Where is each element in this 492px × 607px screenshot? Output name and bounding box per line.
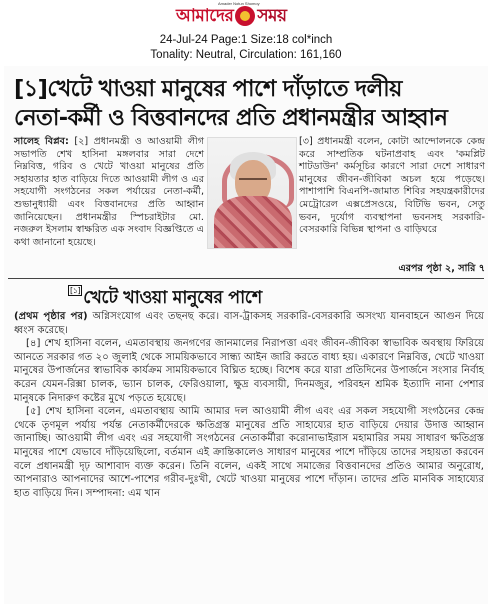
clip-meta-date-page: 24-Jul-24 Page:1 Size:18 col*inch — [159, 34, 333, 46]
section-divider — [8, 278, 484, 279]
article-left-column — [14, 136, 204, 249]
continued-on-page: এরপর পৃষ্ঠা ২, সারি ৭ — [398, 263, 485, 274]
logo-word-left: আমাদের — [176, 6, 234, 26]
continuation-para-3: [৫] শেখ হাসিনা বলেন, এমতাবস্থায় আমি আমার দল আওয়ামী লীগ এবং এর সকল সহযোগী সংগঠনের কেন্দ্র থেকে তৃণমূল পর্যায় পর্যন্ত নেতাকর্মীদেরকে ক্ষতিগ্রস্ত মানুষের প্রতি সাহায্যের হাত বাড়িয়ে দেয়ার উদাত্ত আহ্বান জানাচ্ছি। আওয়ামী লীগ এবং এর সহযোগী সংগঠনের নেতাকর্মীরা করোনাভাইরাস মহামারির সময় সাধারণ ক্ষতিগ্রস্ত মানুষের পাশে যেভাবে দাঁড়িয়েছিলো, বর্তমান এই ক্রান্তিকালেও সাধারণ মানুষের পাশে দাঁড়িয়ে তাদের সহায়তা করবেন বলে প্রধানমন্ত্রী দৃঢ় আশাবাদ ব্যক্ত করেন। তিনি বলেন, একই সাথে সমাজের বিত্তবানদের প্রতিও আমার অনুরোধ, আপনারাও আপনাদের আশে-পাশের গরীব-দুঃখী, খেটে খাওয়া মানুষের পাশে দাঁড়ান। তাদের প্রতি মানবিক সাহায্যের হাত বাড়িয়ে দিন। সম্পাদনা: এম খান — [14, 406, 484, 499]
logo-word-right: সময় — [257, 6, 287, 26]
continuation-para-1-text: অগ্নিসংযোগ এবং তছনছ করে। বাস-ট্রাকসহ সরকারি-বেসরকারি অসংখ্য যানবাহনে আগুন দিয়ে ধ্বংস করেছে। — [14, 311, 484, 336]
left-column-text: [২] প্রধানমন্ত্রী ও আওয়ামী লীগ সভাপতি শেখ হাসিনা মঙ্গলবার সারা দেশে নিম্নবিত্ত, গরিব ও খেটে খাওয়া মানুষের প্রতি সহায়তার হাত বাড়িয়ে দিতে আওয়ামী লীগ ও এর সহযোগী সংগঠনের সকল পর্যায়ের নেতা-কর্মী, শুভানুধ্যায়ী এবং বিত্তবানদের প্রতি আহ্বান জানিয়েছেন। প্রধানমন্ত্রীর স্পিচরাইটার মো. নজরুল ইসলাম স্বাক্ষরিত এক সংবাদ বিজ্ঞপ্তিতে এ কথা জানানো হয়েছে। — [14, 136, 204, 248]
headline-line-1: [১]খেটে খাওয়া মানুষের পাশে দাঁড়াতে দলীয় — [14, 76, 402, 102]
continuation-body — [14, 310, 484, 500]
continuation-lead: (প্রথম পৃষ্ঠার পর) — [14, 311, 88, 322]
continuation-heading-text: খেটে খাওয়া মানুষের পাশে — [83, 288, 262, 308]
article-right-column: [৩] প্রধানমন্ত্রী বলেন, কোটা আন্দোলনকে কেন্দ্র করে সাম্প্রতিক ঘটনাপ্রবাহ এবং 'কমপ্লিট শাটডাউন' কর্মসূচির কারণে সারা দেশে সাধারণ মানুষের জীবন-জীবিকা অচল হয়ে পড়েছে। পাশাপাশি বিএনপি-জামাত শিবির সহযন্ত্রকারীদের মেট্রোরেল এক্সপ্রেসওয়ে, বিটিভি ভবন, সেতু ভবন, দুর্যোগ ব্যবস্থাপনা ভবনসহ সরকারি-বেসরকারি বিভিন্ন স্থাপনা ও বাড়িঘরে — [299, 136, 485, 236]
clip-meta-tonality: Tonality: Neutral, Circulation: 161,160 — [150, 49, 342, 61]
prime-minister-photo — [207, 137, 297, 249]
headline-line-2: নেতা-কর্মী ও বিত্তবানদের প্রতি প্রধানমন্ত্রীর আহ্বান — [14, 105, 448, 131]
heading-mark: [১] — [70, 286, 81, 295]
byline: সালেহ বিপ্লব: — [14, 136, 69, 147]
continuation-para-1 — [14, 310, 484, 337]
newspaper-logo — [176, 4, 287, 28]
continuation-para-2: [৪] শেখ হাসিনা বলেন, এমতাবস্থায় জনগণের জানমালের নিরাপত্তা এবং জীবন-জীবিকা স্বাভাবিক অবস্থায় ফিরিয়ে আনতে সরকার গত ২০ জুলাই থেকে সাময়িকভাবে সান্ধ্য আইন জারি করতে বাধ্য হয়। একারণে নিম্নবিত্ত, খেটে খাওয়া মানুষের উপার্জনের স্বাভাবিক কার্যক্রম সাময়িকভাবে বিঘ্নিত হচ্ছে। বিশেষ করে যারা প্রতিদিনের উপার্জনে সংসার নির্বাহ করেন যেমন-রিক্সা চালক, ভ্যান চালক, ফেরিওয়ালা, ক্ষুদ্র ব্যবসায়ী, দিনমজুর, পরিবহন শ্রমিক ইত্যাদি নানা পেশার মানুষকে নিদারুণ কষ্টের মুখে পড়তে হয়েছে। — [14, 338, 484, 404]
logo-emblem-icon — [235, 6, 255, 26]
masthead-tagline: Amader Notun Shomoy — [218, 1, 260, 6]
masthead — [0, 0, 492, 32]
